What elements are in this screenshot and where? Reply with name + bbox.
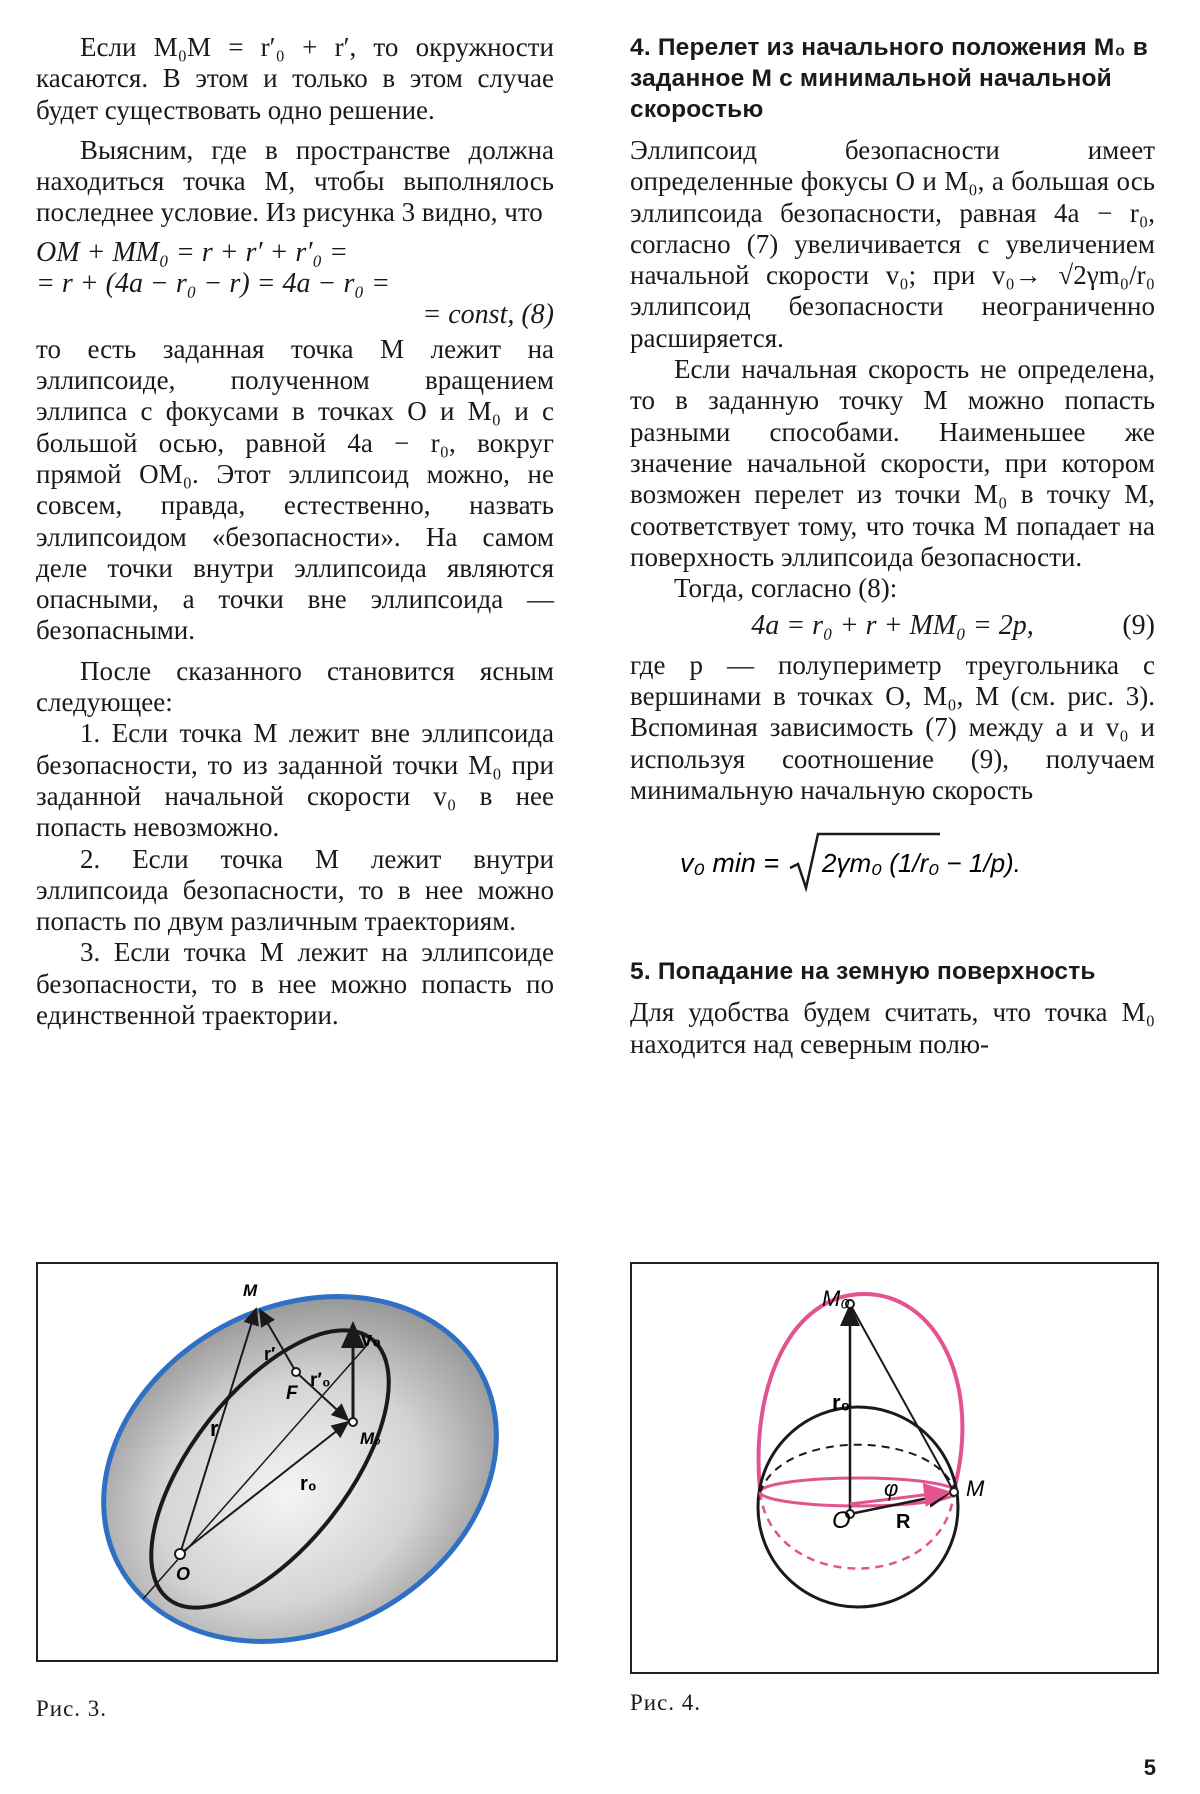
equation-8	[36, 237, 554, 330]
equation-line: = const, (8)	[422, 298, 554, 330]
paragraph: Тогда, согласно (8):	[674, 573, 898, 604]
figure-3	[36, 1262, 558, 1662]
paragraph: После сказанного становится ясным следующее:	[36, 655, 554, 718]
label-r0-prime: r′₀	[310, 1370, 331, 1391]
label-F: F	[286, 1383, 298, 1404]
label-r: r	[210, 1416, 219, 1441]
figure-4-graphic	[632, 1264, 1157, 1672]
paragraph: Выясним, где в пространстве должна находиться точка M, чтобы выполнялось последнее условие. Из рисунка 3 видно, что	[36, 134, 554, 228]
paragraph: Если начальная скорость не определена, то в заданную точку M можно попасть разными способами. Наименьшее же значение начальной скорости, при котором возможен перелет из точки M₀ в точку M, соответствует тому, что точка M попадает на поверхность эллипсоида безопасности.	[630, 354, 1155, 572]
figure-4	[630, 1262, 1159, 1674]
label-M0: M₀	[822, 1286, 850, 1311]
equation-number: (9)	[1122, 610, 1155, 642]
paragraph: Для удобства будем считать, что точка M₀ находится над северным полю-	[630, 997, 1155, 1059]
vmin-formula-graphic	[630, 828, 1155, 898]
left-column	[36, 32, 554, 1031]
equation-line: = r + (4a − r₀ − r) = 4a − r₀ =	[36, 267, 390, 299]
label-O: O	[176, 1564, 191, 1584]
label-M: M	[243, 1281, 258, 1300]
equation-9-body: 4a = r₀ + r + MM₀ = 2p,	[751, 610, 1034, 642]
figure-4-caption: Рис. 4.	[630, 1690, 702, 1715]
vmin-lhs: v₀ min =	[680, 848, 780, 879]
equation-9	[630, 610, 1155, 641]
point-M0	[349, 1418, 357, 1426]
page-number: 5	[1143, 1755, 1156, 1780]
section-heading-5: 5. Попадание на земную поверхность	[630, 958, 1096, 986]
point-F	[292, 1368, 300, 1376]
list-item: 1. Если точка M лежит вне эллипсоида безопасности, то из заданной точки M₀ при заданной начальной скорости v₀ в нее попасть невозможно.	[36, 718, 554, 843]
label-M0: M₀	[360, 1429, 381, 1448]
paragraph: Эллипсоид безопасности имеет определенные фокусы O и M₀, а большая ось эллипсоида безопасности, равная 4a − r₀, согласно (7) увеличивается с увеличением начальной скорости v₀; при v₀→ √2γm₀/r₀ эллипсоид безопасности неограниченно расширяется.	[630, 135, 1155, 353]
safety-ellipse	[43, 1264, 556, 1660]
label-r0: r₀	[300, 1473, 317, 1495]
M0-to-M-line	[850, 1304, 954, 1492]
paragraph: то есть заданная точка M лежит на эллипсоиде, полученном вращением эллипса с фокусами в точках O и M₀ и с большой осью, равной 4a − r₀, вокруг прямой OM₀. Этот эллипсоид можно, не совсем, правда, естественно, назвать эллипсоидом «безопасности». На самом деле точки внутри эллипсоида являются опасными, а точки вне эллипсоида — безопасными.	[36, 333, 554, 646]
list-item: 2. Если точка M лежит внутри эллипсоида безопасности, то в нее можно попасть по двум различным траекториям.	[36, 843, 554, 937]
label-O: O	[832, 1507, 851, 1534]
paragraph: Если M₀M = r′₀ + r′, то окружности касаются. В этом и только в этом случае будет существовать одно решение.	[36, 32, 554, 125]
label-v0: v₀	[361, 1329, 382, 1351]
label-M: M	[966, 1476, 985, 1501]
paragraph: где p — полупериметр треугольника с вершинами в точках O, M₀, M (см. рис. 3). Вспоминая зависимость (7) между a и v₀ и используя соотношение (9), получаем минимальную начальную скорость	[630, 649, 1155, 805]
label-R: R	[896, 1511, 911, 1533]
right-column	[630, 32, 1155, 1060]
label-phi: φ	[884, 1476, 899, 1501]
list-item: 3. Если точка M лежит на эллипсоиде безопасности, то в нее можно попасть по единственной траектории.	[36, 937, 554, 1031]
vmin-formula	[630, 828, 1155, 898]
label-r0: r₀	[832, 1390, 851, 1415]
point-M	[950, 1488, 958, 1496]
label-r-prime: r′	[264, 1344, 276, 1364]
figure-3-graphic	[38, 1264, 556, 1660]
point-O	[175, 1549, 185, 1559]
equation-line: OM + MM₀ = r + r′ + r′₀ =	[36, 236, 349, 268]
section-heading-4: 4. Перелет из начального положения M₀ в заданное M с минимальной начальной скоростью	[630, 34, 1148, 123]
vmin-rhs: 2γm₀ (1/r₀ − 1/p).	[822, 848, 1021, 879]
figure-3-caption: Рис. 3.	[36, 1696, 108, 1721]
